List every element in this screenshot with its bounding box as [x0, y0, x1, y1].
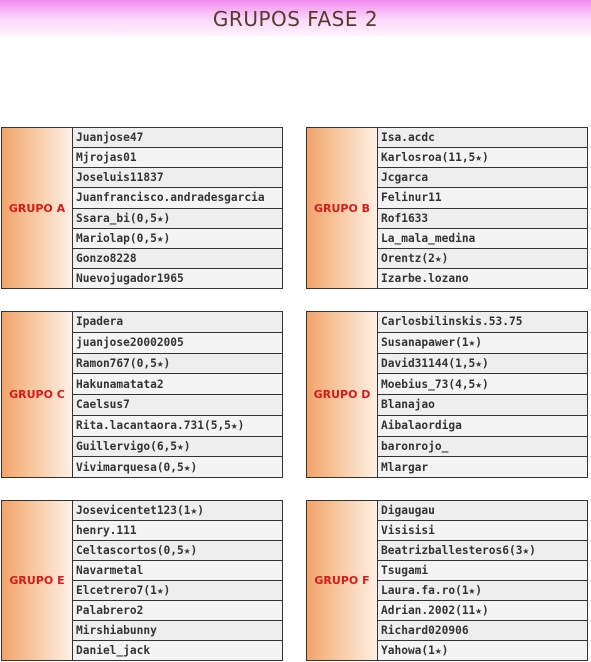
- player-cell: Karlosroa(11,5★): [378, 148, 587, 168]
- player-cell: Tsugami: [378, 561, 587, 581]
- player-cell: Aibalaordiga: [378, 416, 587, 437]
- group-d-players: [378, 312, 587, 477]
- group-d: [306, 311, 588, 478]
- player-cell: baronrojo_: [378, 437, 587, 458]
- group-c: [1, 311, 283, 478]
- group-d-label: GRUPO D: [307, 312, 378, 477]
- player-cell: Joseluis11837: [73, 168, 282, 188]
- group-c-players: [73, 312, 282, 477]
- player-cell: Felinur11: [378, 188, 587, 208]
- player-cell: Navarmetal: [73, 561, 282, 581]
- player-cell: Daniel_jack: [73, 641, 282, 660]
- player-cell: Visisisi: [378, 521, 587, 541]
- player-cell: Celtascortos(0,5★): [73, 541, 282, 561]
- player-cell: Juanjose47: [73, 128, 282, 148]
- player-cell: Mirshiabunny: [73, 621, 282, 641]
- player-cell: Palabrero2: [73, 601, 282, 621]
- group-b-label: GRUPO B: [307, 128, 378, 288]
- group-c-label: GRUPO C: [2, 312, 73, 477]
- player-cell: Mlargar: [378, 457, 587, 477]
- player-cell: Susanapawer(1★): [378, 333, 587, 354]
- group-e-players: [73, 501, 282, 660]
- group-e: [1, 500, 283, 661]
- group-b-players: [378, 128, 587, 288]
- title-banner: [0, 0, 591, 36]
- player-cell: Ramon767(0,5★): [73, 354, 282, 375]
- player-cell: Mjrojas01: [73, 148, 282, 168]
- group-f-label: GRUPO F: [307, 501, 378, 660]
- page-title: GRUPOS FASE 2: [212, 7, 379, 31]
- player-cell: juanjose20002005: [73, 333, 282, 354]
- group-f: [306, 500, 588, 661]
- player-cell: Richard020906: [378, 621, 587, 641]
- player-cell: Beatrizballesteros6(3★): [378, 541, 587, 561]
- group-f-players: [378, 501, 587, 660]
- group-b: [306, 127, 588, 289]
- player-cell: Ipadera: [73, 312, 282, 333]
- player-cell: Juanfrancisco.andradesgarcia: [73, 188, 282, 208]
- player-cell: Digaugau: [378, 501, 587, 521]
- player-cell: Caelsus7: [73, 395, 282, 416]
- group-e-label: GRUPO E: [2, 501, 73, 660]
- player-cell: David31144(1,5★): [378, 354, 587, 375]
- player-cell: La_mala_medina: [378, 229, 587, 249]
- player-cell: Laura.fa.ro(1★): [378, 581, 587, 601]
- group-a-label: GRUPO A: [2, 128, 73, 288]
- player-cell: Vivimarquesa(0,5★): [73, 457, 282, 477]
- player-cell: Rof1633: [378, 209, 587, 229]
- player-cell: Moebius_73(4,5★): [378, 374, 587, 395]
- player-cell: Gonzo8228: [73, 249, 282, 269]
- player-cell: Izarbe.lozano: [378, 269, 587, 288]
- player-cell: Nuevojugador1965: [73, 269, 282, 288]
- player-cell: Carlosbilinskis.53.75: [378, 312, 587, 333]
- player-cell: Elcetrero7(1★): [73, 581, 282, 601]
- player-cell: Jcgarca: [378, 168, 587, 188]
- player-cell: Guillervigo(6,5★): [73, 437, 282, 458]
- player-cell: henry.111: [73, 521, 282, 541]
- player-cell: Adrian.2002(11★): [378, 601, 587, 621]
- player-cell: Hakunamatata2: [73, 374, 282, 395]
- player-cell: Orentz(2★): [378, 249, 587, 269]
- player-cell: Mariolap(0,5★): [73, 229, 282, 249]
- player-cell: Rita.lacantaora.731(5,5★): [73, 416, 282, 437]
- player-cell: Ssara_bi(0,5★): [73, 209, 282, 229]
- group-a-players: [73, 128, 282, 288]
- player-cell: Blanajao: [378, 395, 587, 416]
- player-cell: Isa.acdc: [378, 128, 587, 148]
- group-a: [1, 127, 283, 289]
- player-cell: Yahowa(1★): [378, 641, 587, 660]
- player-cell: Josevicentet123(1★): [73, 501, 282, 521]
